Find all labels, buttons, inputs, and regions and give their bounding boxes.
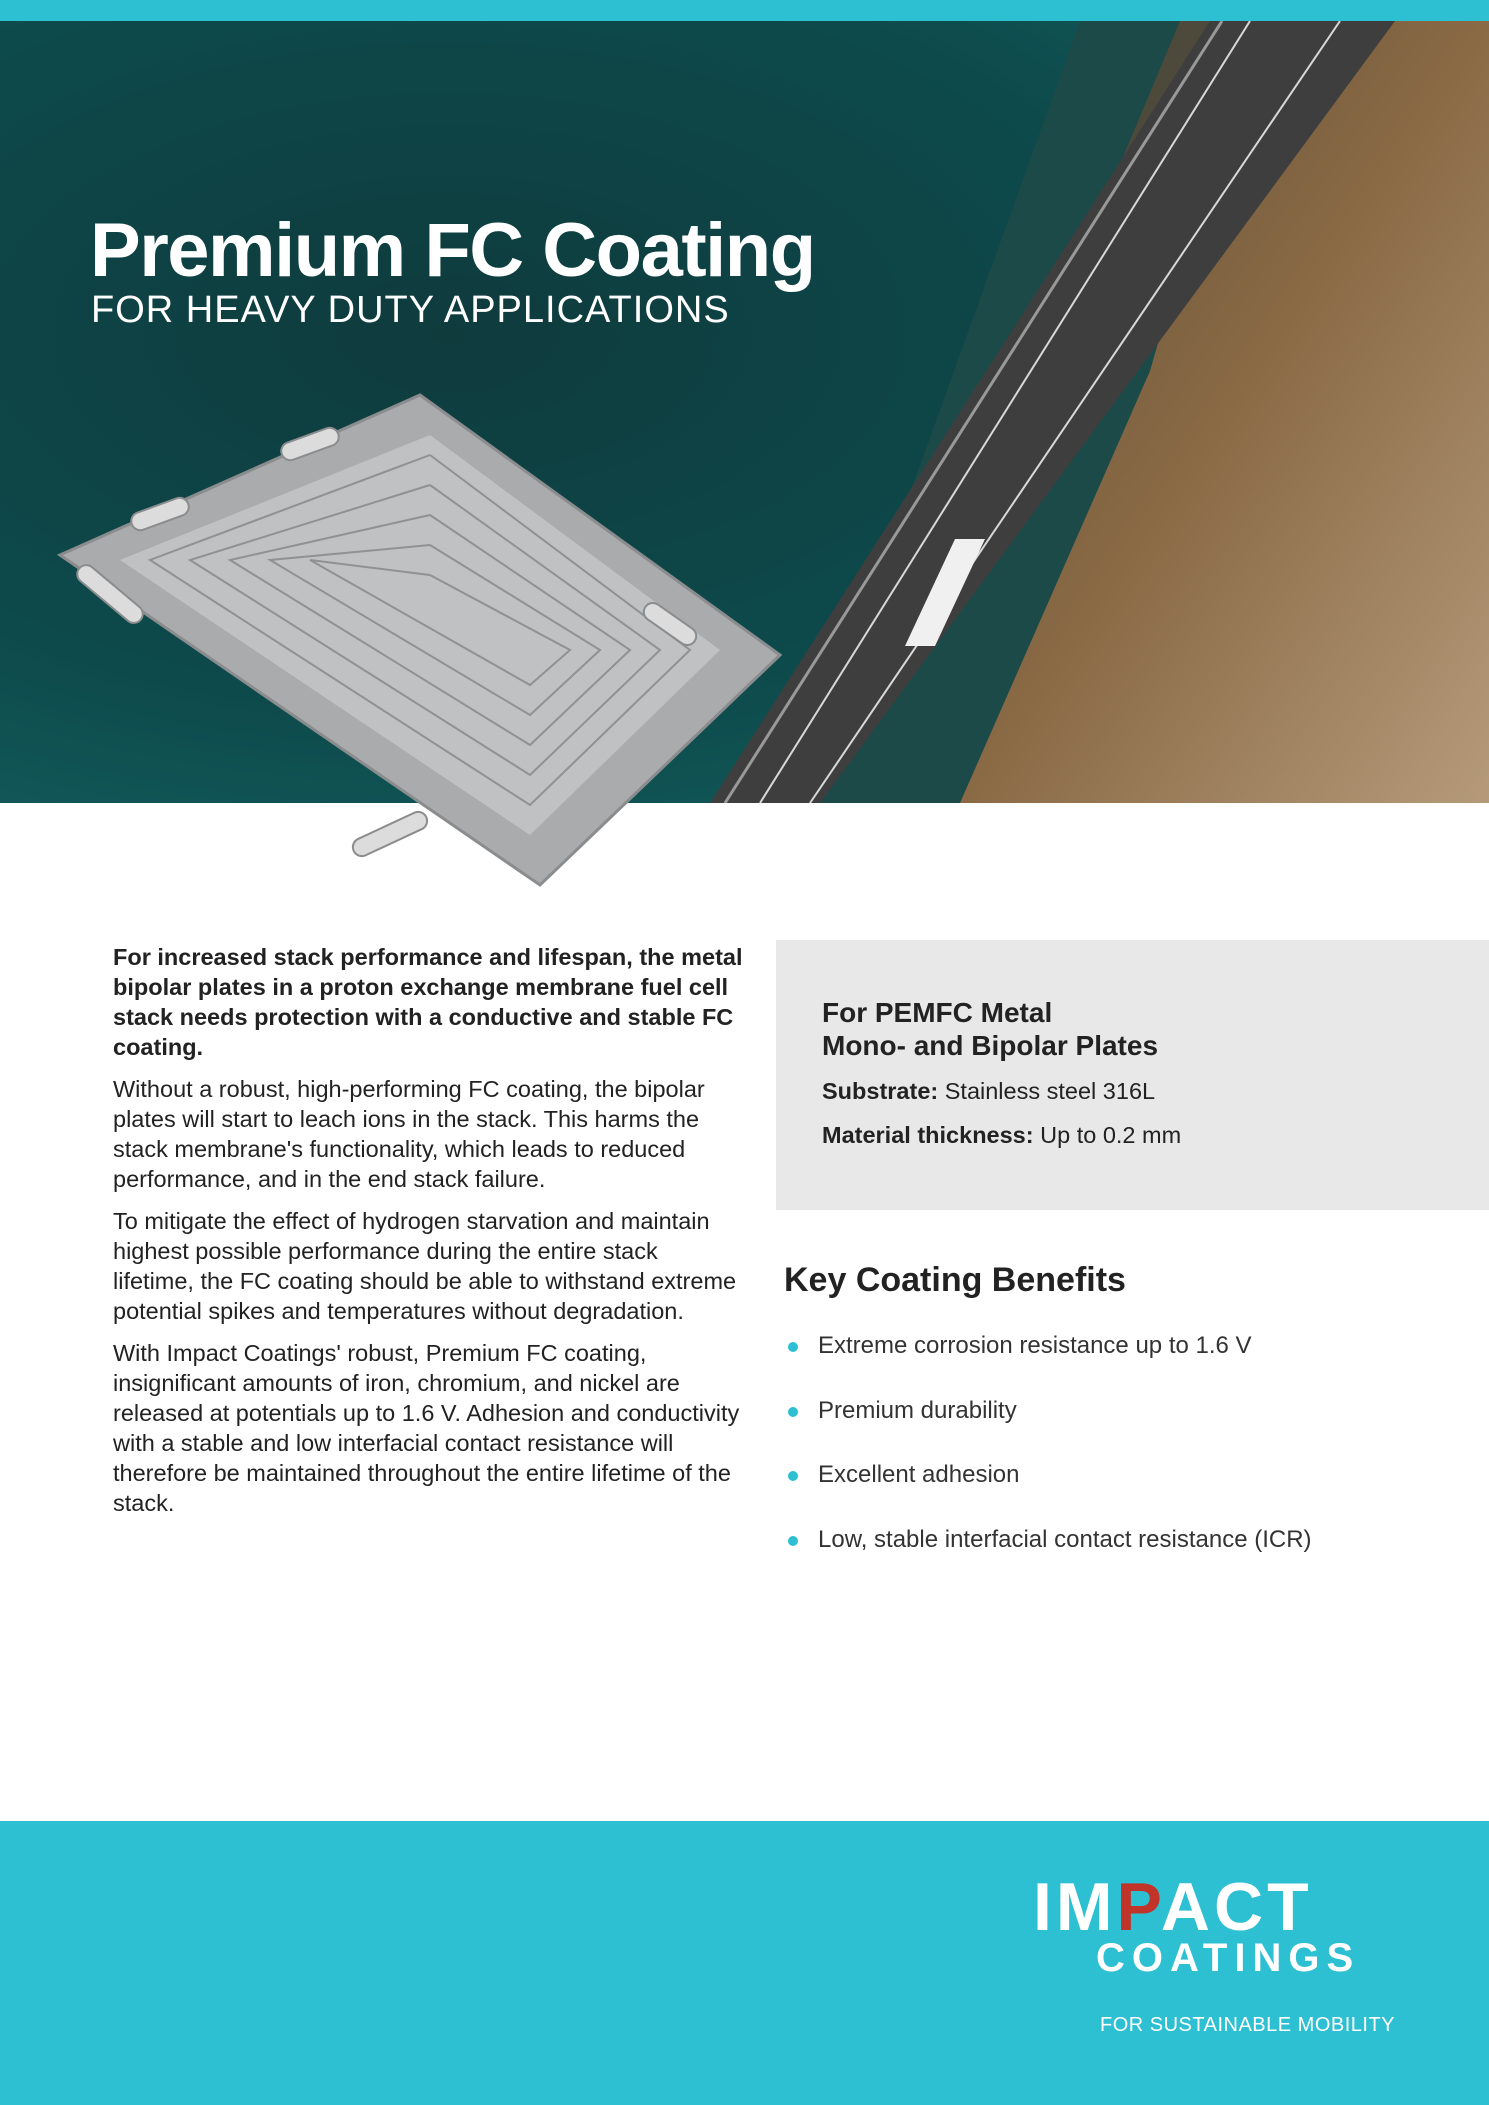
page-subtitle: FOR HEAVY DUTY APPLICATIONS: [91, 289, 730, 331]
spec-title-line2: Mono- and Bipolar Plates: [822, 1030, 1159, 1061]
thickness-label: Material thickness:: [822, 1122, 1034, 1148]
spec-box-title: [822, 996, 1489, 1062]
logo-text: IM: [1033, 1869, 1117, 1945]
company-logo: [1033, 1869, 1313, 1945]
thickness-spec: [822, 1120, 1489, 1150]
spec-box: [776, 940, 1489, 1210]
substrate-value: Stainless steel 316L: [938, 1078, 1156, 1104]
substrate-label: Substrate:: [822, 1078, 939, 1104]
top-accent-bar: [0, 0, 1489, 21]
benefits-heading: Key Coating Benefits: [784, 1261, 1126, 1299]
page-title: Premium FC Coating: [90, 208, 815, 293]
intro-paragraph: Without a robust, high-performing FC coating, the bipolar plates will start to leach ions in the stack. This harms the stack membrane's functionality, which leads to reduced performance, and in the end stack failure.: [113, 1076, 705, 1192]
intro-lead: For increased stack performance and lifespan, the metal bipolar plates in a proton exchange membrane fuel cell stack needs protection with a conductive and stable FC coating.: [113, 944, 743, 1060]
substrate-spec: [822, 1076, 1489, 1106]
tagline: FOR SUSTAINABLE MOBILITY: [1100, 2014, 1396, 2036]
list-item: [784, 1397, 1312, 1462]
bullet-icon: [788, 1471, 798, 1481]
bipolar-plate-image: [50, 385, 790, 905]
benefit-text: Extreme corrosion resistance up to 1.6 V: [818, 1332, 1252, 1359]
logo-subtext: COATINGS: [1096, 1936, 1361, 1980]
intro-paragraph: With Impact Coatings' robust, Premium FC coating, insignificant amounts of iron, chromium, and nickel are released at potentials up to 1.6 V. Adhesion and conductivity with a stable and low interfacial contact resistance will therefore be maintained throughout the entire lifetime of the stack.: [113, 1340, 740, 1516]
bullet-icon: [788, 1342, 798, 1352]
logo-text-accent: P: [1116, 1869, 1161, 1945]
logo-text: ACT: [1160, 1869, 1313, 1945]
benefit-text: Excellent adhesion: [818, 1461, 1020, 1488]
bullet-icon: [788, 1407, 798, 1417]
list-item: [784, 1332, 1312, 1397]
benefits-list: [784, 1332, 1312, 1590]
list-item: [784, 1526, 1312, 1591]
thickness-value: Up to 0.2 mm: [1033, 1122, 1182, 1148]
spec-title-line1: For PEMFC Metal: [822, 997, 1053, 1028]
intro-text: [113, 942, 743, 1530]
intro-paragraph: To mitigate the effect of hydrogen starvation and maintain highest possible performance during the entire stack lifetime, the FC coating should be able to withstand extreme potential spikes and temperatures without degradation.: [113, 1208, 737, 1324]
benefit-text: Premium durability: [818, 1396, 1017, 1424]
benefit-text: Low, stable interfacial contact resistance (ICR): [818, 1525, 1312, 1553]
list-item: [784, 1461, 1312, 1526]
bullet-icon: [788, 1536, 798, 1546]
